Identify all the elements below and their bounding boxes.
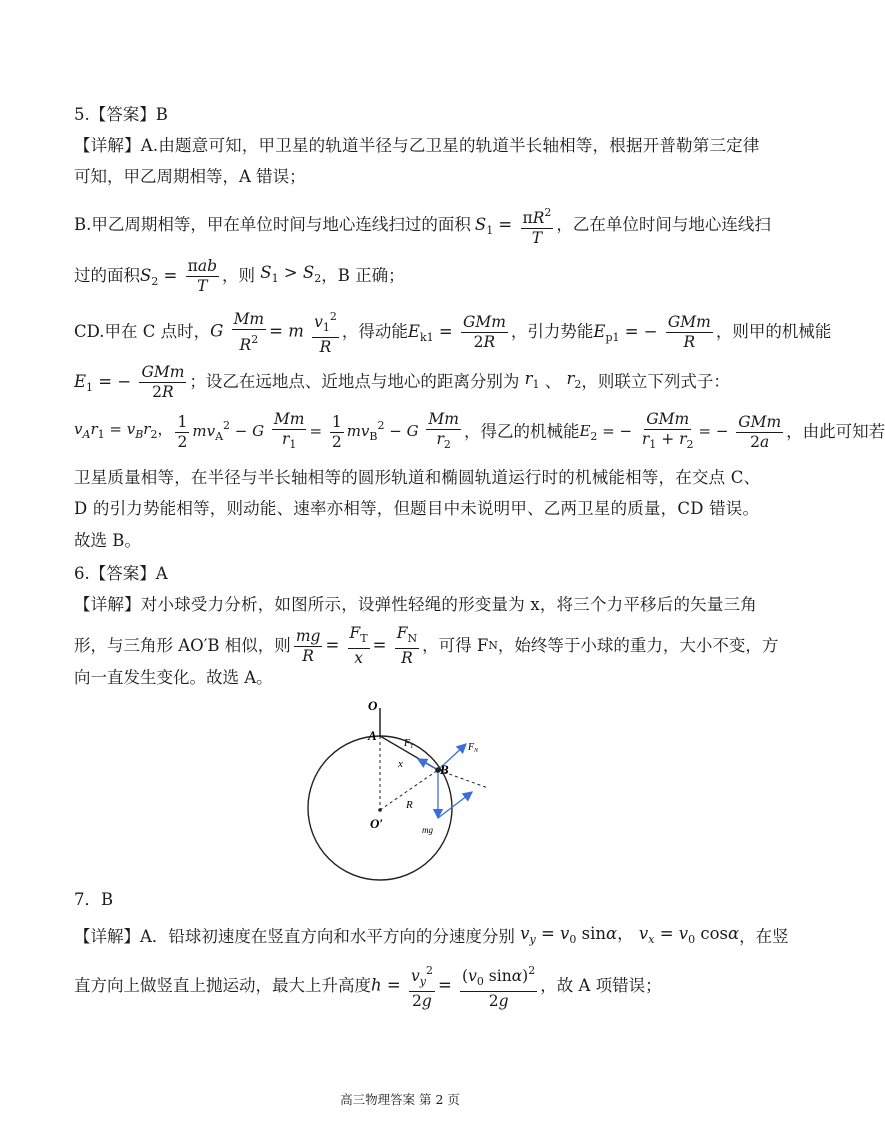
- q7-text: ，在竖: [739, 927, 789, 946]
- q5-detail-line-6: [74, 361, 734, 403]
- q5-text: ，得动能: [341, 322, 408, 341]
- q5-text: CD.甲在 C 点时，: [74, 322, 211, 341]
- label-x: x: [398, 758, 403, 770]
- formula-gravity: G $\frac{Mm}{R^2}$ = m $\frac{v_1^2}{R}$: [210, 307, 342, 357]
- q6-answer: 6.【答案】A: [74, 564, 168, 583]
- q5-text: B.甲乙周期相等，甲在单位时间与地心连线扫过的面积: [74, 215, 471, 234]
- label-fn: $F_N$: [468, 742, 479, 754]
- q5-detail-line-8: 卫星质量相等，在半径与半长轴相等的圆形轨道和椭圆轨道运行时的机械能相等，在交点 C、: [74, 468, 761, 487]
- q7-text: ，故 A 项错误；: [540, 976, 662, 995]
- formula-similar-triangles: $\frac{mg}{R}$ = $\frac{F_T}{x}$ = $\frac{F_N}{R}$: [295, 624, 418, 667]
- q5-text: ，得乙的机械能: [463, 422, 580, 441]
- formula-energy-conservation: $\frac{1}{2}$ $mv_A^2 - G$ $\frac{Mm}{r_1}$ = $\frac{1}{2}$ $mv_B^2 - G$ $\frac{Mm}{r_2}$: [177, 410, 459, 451]
- shifted-normal-vector: [438, 792, 472, 818]
- q5-conclusion: 故选 B。: [74, 531, 141, 550]
- page-footer: 高三物理答案 第 2 页: [340, 1092, 460, 1107]
- q6-text: 形，与三角形 AO′B 相似，则: [74, 636, 291, 655]
- q7-answer: 7．B: [74, 890, 114, 909]
- label-b: B: [440, 762, 449, 777]
- formula-s2: $S_2$ = $\frac{\text{πab}}{T}$: [140, 256, 217, 295]
- q5-detail-line-1: 【详解】A.由题意可知，甲卫星的轨道半径与乙卫星的轨道半长轴相等，根据开普勒第三定律: [74, 136, 760, 155]
- formula-max-height: h = $\frac{v_y^2}{2g}$ = $\frac{(v_0 \sin\alpha)^2}{2g}$: [371, 961, 540, 1011]
- q5-text: ，则甲的机械能: [715, 322, 832, 341]
- center-point: [378, 808, 382, 812]
- q7-detail-line-2: [74, 964, 734, 1008]
- q5-detail-line-5: [74, 309, 832, 356]
- q5-text: 过的面积: [74, 266, 140, 285]
- q5-text: ，引力势能: [510, 322, 594, 341]
- formula-e2: $E_2$ = − $\frac{\text{GMm}}{r_1 + r_2}$ = − $\frac{\text{GMm}}{2a}$: [579, 410, 782, 451]
- formula-s1: $S_1$ = $\frac{\pi R^2}{T}$: [475, 203, 557, 248]
- formula-velocity-components: $v_y = v_0$ sinα， $v_x = v_0$ cosα: [520, 924, 740, 946]
- q7-text: 【详解】A．铅球初速度在竖直方向和水平方向的分速度分别: [74, 927, 515, 946]
- q7-detail-line-1: [74, 922, 789, 952]
- formula-s1-gt-s2: $S_1 > S_2$: [260, 263, 322, 285]
- label-o-prime: O′: [370, 816, 384, 831]
- q5-answer: 5.【答案】B: [74, 105, 168, 124]
- q5-detail-line-2: 可知，甲乙周期相等，A 错误；: [74, 167, 306, 186]
- q5-text: ，乙在单位时间与地心连线扫: [556, 215, 771, 234]
- label-a: A: [368, 728, 377, 743]
- q5-detail-line-3: [74, 205, 771, 247]
- q5-text: ，B 正确；: [321, 266, 405, 285]
- q5-text: ，由此可知若: [786, 422, 885, 441]
- q6-text: ，始终等于小球的重力，大小不变，方: [497, 636, 779, 655]
- label-mg: mg: [422, 825, 433, 835]
- q5-detail-line-4: [74, 256, 734, 296]
- label-o: O: [368, 698, 378, 713]
- formula-r1: $r_1$: [524, 369, 540, 391]
- q6-text: ，可得 F: [422, 636, 489, 655]
- q5-text: ，则: [222, 266, 255, 285]
- fn-subscript: N: [488, 639, 498, 652]
- q5-text: 、: [544, 372, 562, 391]
- formula-e1: $E_1$ = − $\frac{\text{GMm}}{2R}$: [74, 362, 185, 401]
- q5-text: ；设乙在远地点、近地点与地心的距离分别为: [189, 372, 520, 391]
- force-diagram: [318, 688, 493, 878]
- formula-r2: $r_2$: [566, 369, 582, 391]
- q6-detail-line-2: [74, 624, 779, 667]
- formula-ek1: $E_{k1}$ = $\frac{\text{GMm}}{2R}$: [407, 312, 506, 351]
- q7-text: 直方向上做竖直上抛运动，最大上升高度: [74, 976, 371, 995]
- q5-detail-line-7: [74, 410, 885, 453]
- label-r: R: [406, 799, 413, 811]
- q6-detail-line-3: 向一直发生变化。故选 A。: [74, 668, 273, 687]
- q5-detail-line-9: D 的引力势能相等，则动能、速率亦相等，但题目中未说明甲、乙两卫星的质量，CD 错误。: [74, 499, 760, 518]
- formula-ep1: $E_{p1}$ = − $\frac{\text{GMm}}{R}$: [593, 312, 711, 351]
- label-ft: $F_T$: [404, 738, 414, 750]
- q6-detail-line-1: 【详解】对小球受力分析，如图所示，设弹性轻绳的形变量为 x，将三个力平移后的矢量三角: [74, 595, 757, 614]
- q5-text: ，则联立下列式子：: [581, 372, 730, 391]
- formula-kepler2: $v_Ar_1 = v_Br_2$，: [74, 420, 173, 441]
